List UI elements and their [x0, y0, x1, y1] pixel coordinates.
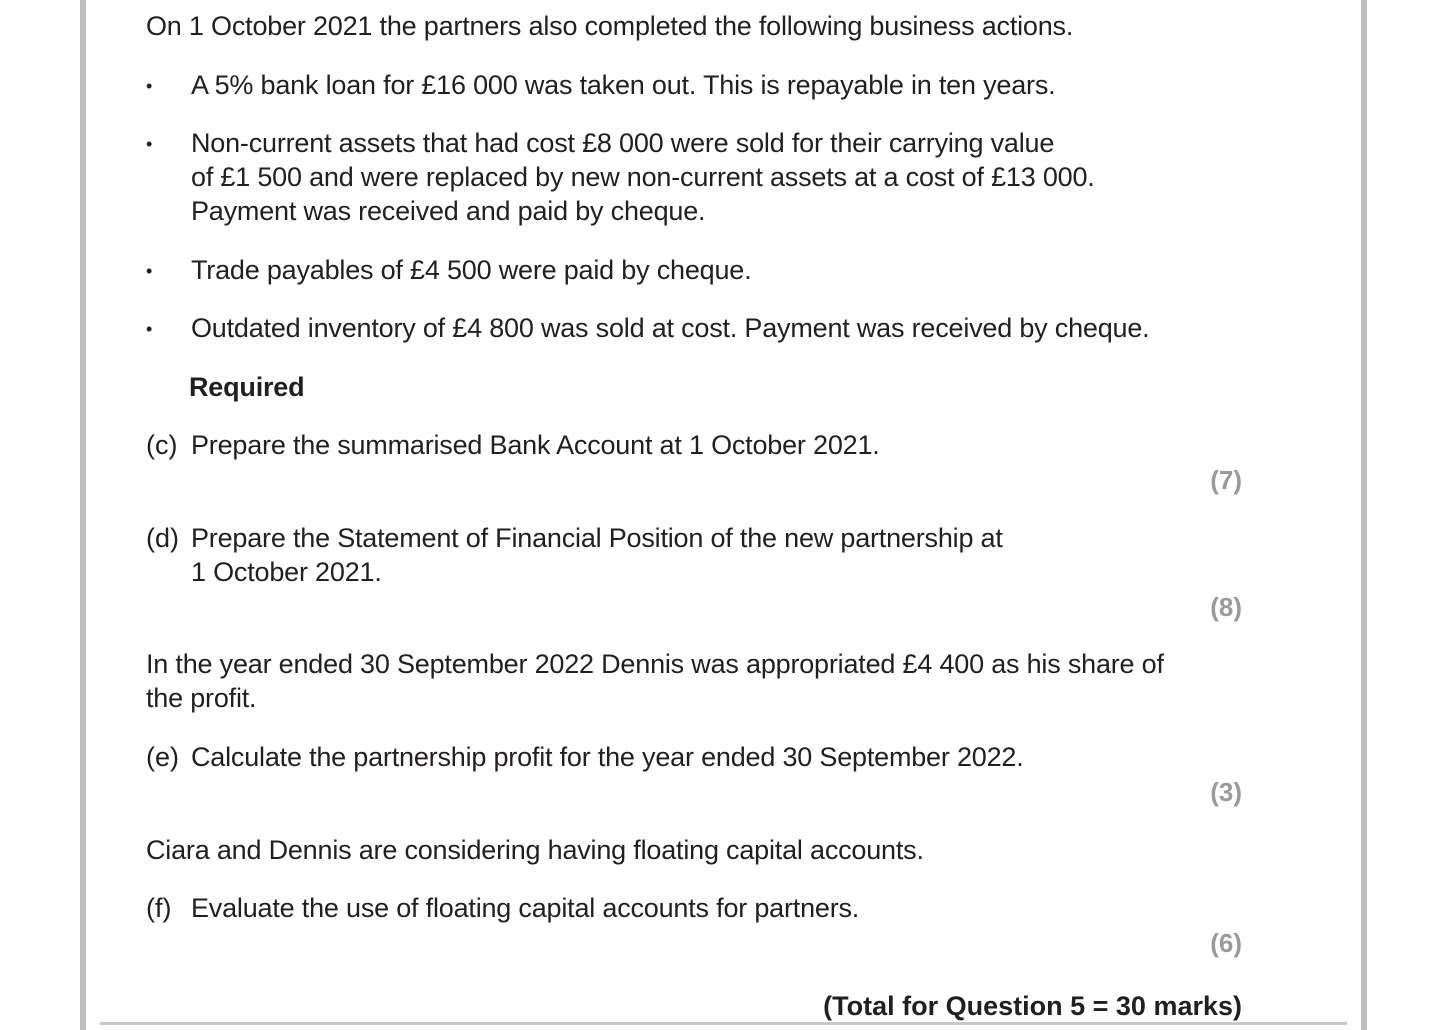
question-c-label: (c): [146, 430, 178, 460]
profit-paragraph-line-1: In the year ended 30 September 2022 Dennis was appropriated £4 400 as his share of: [146, 649, 1164, 679]
bullet-2-line-2: of £1 500 and were replaced by new non-current assets at a cost of £13 000.: [191, 162, 1095, 192]
bullet-3-text: Trade payables of £4 500 were paid by cheque.: [191, 255, 752, 285]
question-d-line-2: 1 October 2021.: [191, 557, 382, 587]
profit-paragraph-line-2: the profit.: [146, 683, 257, 713]
question-f-marks: (6): [1210, 928, 1242, 958]
bullet-marker: •: [146, 261, 153, 281]
bullet-marker: •: [146, 76, 153, 96]
intro-text: On 1 October 2021 the partners also completed the following business actions.: [146, 11, 1074, 41]
question-e-label: (e): [146, 742, 179, 772]
bottom-rule: [100, 1022, 1347, 1025]
bullet-4-text: Outdated inventory of £4 800 was sold at cost. Payment was received by cheque.: [191, 313, 1150, 343]
bullet-2-line-1: Non-current assets that had cost £8 000 were sold for their carrying value: [191, 128, 1055, 158]
question-e-text: Calculate the partnership profit for the year ended 30 September 2022.: [191, 742, 1024, 772]
required-heading: Required: [189, 372, 305, 402]
question-d-label: (d): [146, 523, 179, 553]
bullet-1-text: A 5% bank loan for £16 000 was taken out. This is repayable in ten years.: [191, 70, 1056, 100]
floating-paragraph: Ciara and Dennis are considering having floating capital accounts.: [146, 835, 924, 865]
bullet-marker: •: [146, 134, 153, 154]
question-d-line-1: Prepare the Statement of Financial Position of the new partnership at: [191, 523, 1003, 553]
page-border-left: [80, 0, 86, 1030]
bullet-2-line-3: Payment was received and paid by cheque.: [191, 196, 706, 226]
question-c-marks: (7): [1210, 465, 1242, 495]
question-e-marks: (3): [1210, 777, 1242, 807]
page-border-right: [1361, 0, 1367, 1030]
question-total: (Total for Question 5 = 30 marks): [823, 991, 1242, 1021]
question-d-marks: (8): [1210, 592, 1242, 622]
question-f-text: Evaluate the use of floating capital accounts for partners.: [191, 893, 860, 923]
question-f-label: (f): [146, 893, 172, 923]
question-c-text: Prepare the summarised Bank Account at 1 October 2021.: [191, 430, 880, 460]
bullet-marker: •: [146, 319, 153, 339]
